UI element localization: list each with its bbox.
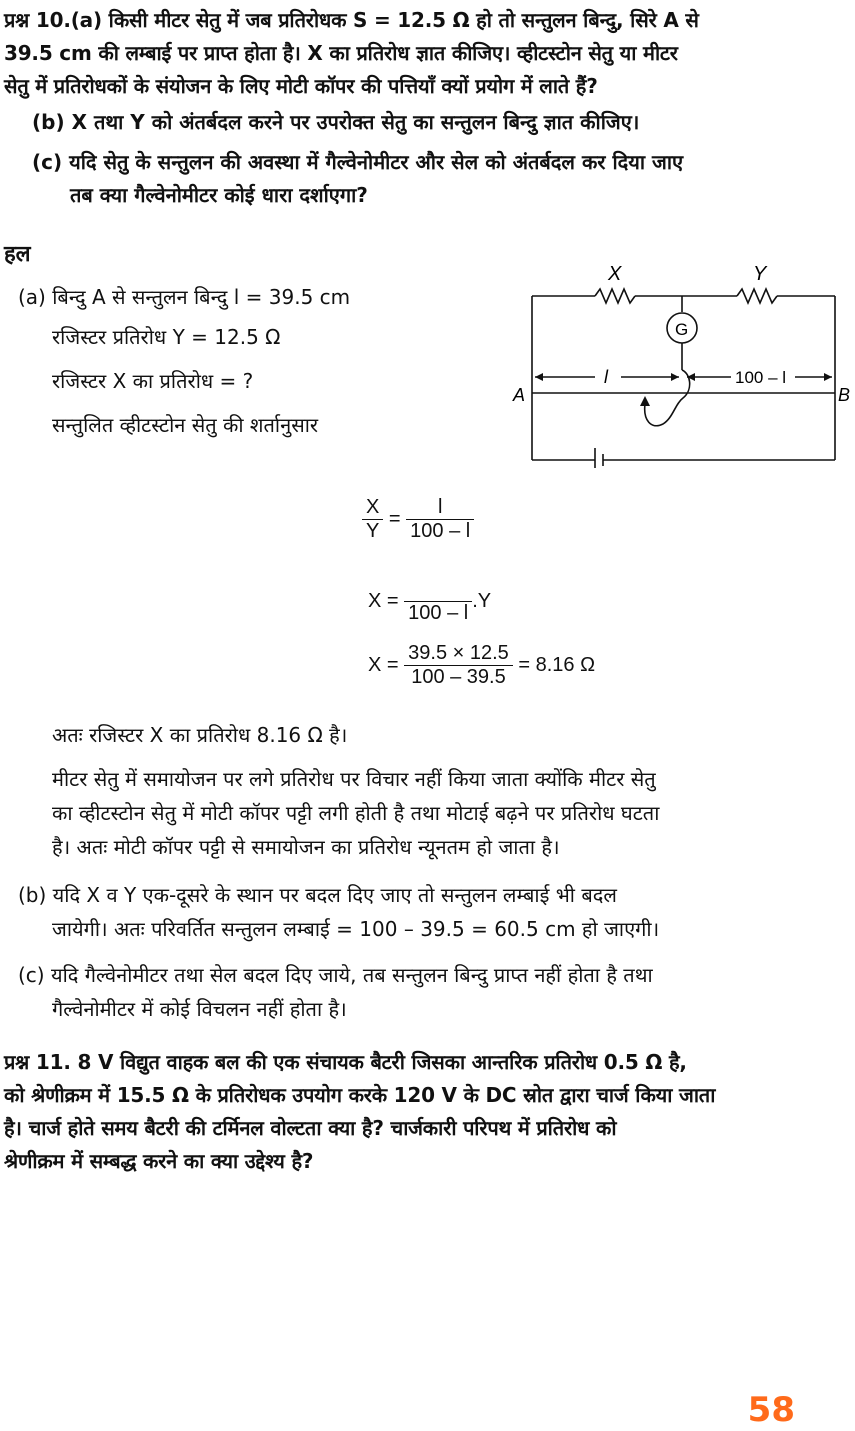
label-100-minus-l: 100 – l — [735, 368, 787, 387]
label-b: B — [838, 385, 850, 405]
solution-a-line-3: रजिस्टर X का प्रतिरोध = ? — [52, 369, 254, 393]
solution-c: (c) यदि गैल्वेनोमीटर तथा सेल बदल दिए जाये, तब सन्तुलन बिन्दु प्राप्त नहीं होता है तथा गैल्वेनोमीटर में कोई विचलन नहीं होता है। — [18, 963, 653, 1021]
resistor-x — [595, 289, 635, 303]
q10-part-c-cont: तब क्या गैल्वेनोमीटर कोई धारा दर्शाएगा? — [70, 183, 368, 207]
q10-part-c: (c) यदि सेतु के सन्तुलन की अवस्था में गैल्वेनोमीटर और सेल को अंतर्बदल कर दिया जाए — [32, 150, 684, 174]
solution-heading: हल — [4, 242, 31, 267]
equation-2: X = 100 – l .Y — [368, 578, 491, 625]
label-a: A — [513, 385, 526, 405]
question-11: प्रश्न 11. 8 V विद्युत वाहक बल की एक संचायक बैटरी जिसका आन्तरिक प्रतिरोध 0.5 Ω है, को श्रेणीक्रम में 15.5 Ω के प्रतिरोधक उपयोग करके 120 V के DC स्रोत द्वारा चार्ज किया जाता है। चार्ज होते समय बैटरी की टर्मिनल वोल्टता क्या है? चार्जकारी परिपथ में प्रतिरोध को श्रेणीक्रम में सम्बद्ध करने का क्या उद्देश्य है? — [4, 1050, 716, 1173]
solution-a-line-1: (a) बिन्दु A से सन्तुलन बिन्दु l = 39.5 cm — [18, 285, 351, 309]
label-l: l — [604, 367, 608, 387]
label-x: X — [608, 263, 622, 285]
q10-line-1: प्रश्न 10.(a) किसी मीटर सेतु में जब प्रतिरोधक S = 12.5 Ω हो तो सन्तुलन बिन्दु, सिरे A से — [4, 8, 699, 32]
solution-b: (b) यदि X व Y एक-दूसरे के स्थान पर बदल दिए जाए तो सन्तुलन लम्बाई भी बदल जायेगी। अतः परिवर्तित सन्तुलन लम्बाई = 100 – 39.5 = 60.5 cm हो जाएगी। — [18, 883, 660, 941]
q10-label: प्रश्न 10.(a) — [4, 8, 102, 32]
question-10 — [4, 4, 852, 103]
resistor-y — [737, 289, 777, 303]
label-y: Y — [753, 263, 767, 285]
solution-a-line-2: रजिस्टर प्रतिरोध Y = 12.5 Ω — [52, 325, 281, 349]
q10-part-b: (b) X तथा Y को अंतर्बदल करने पर उपरोक्त सेतु का सन्तुलन बिन्दु ज्ञात कीजिए। — [32, 110, 640, 134]
label-g: G — [675, 320, 689, 339]
page-number: 58 — [747, 1390, 795, 1430]
equation-1: $\frac{X}{Y}$ = $\frac{l}{100 - l}$ — [362, 496, 474, 543]
equation-3: X = $\frac{39.5 \times 12.5}{100 - 39.5}$ = 8.16 Ω — [368, 642, 596, 688]
meter-bridge-diagram — [505, 258, 850, 468]
q10-line-3: सेतु में प्रतिरोधकों के संयोजन के लिए मोटी कॉपर की पत्तियाँ क्यों प्रयोग में लाते हैं? — [4, 74, 598, 98]
q10-line-2: 39.5 cm की लम्बाई पर प्राप्त होता है। X का प्रतिरोध ज्ञात कीजिए। व्हीटस्टोन सेतु या मीटर — [4, 41, 678, 65]
explanation: मीटर सेतु में समायोजन पर लगे प्रतिरोध पर विचार नहीं किया जाता क्योंकि मीटर सेतु का व्हीटस्टोन सेतु में मोटी कॉपर पट्टी लगी होती है तथा मोटाई बढ़ने पर प्रतिरोध घटता है। अतः मोटी कॉपर पट्टी से समायोजन का प्रतिरोध न्यूनतम हो जाता है। — [52, 767, 660, 859]
conclusion: अतः रजिस्टर X का प्रतिरोध 8.16 Ω है। — [52, 723, 348, 747]
solution-a-line-4: सन्तुलित व्हीटस्टोन सेतु की शर्तानुसार — [52, 413, 319, 437]
